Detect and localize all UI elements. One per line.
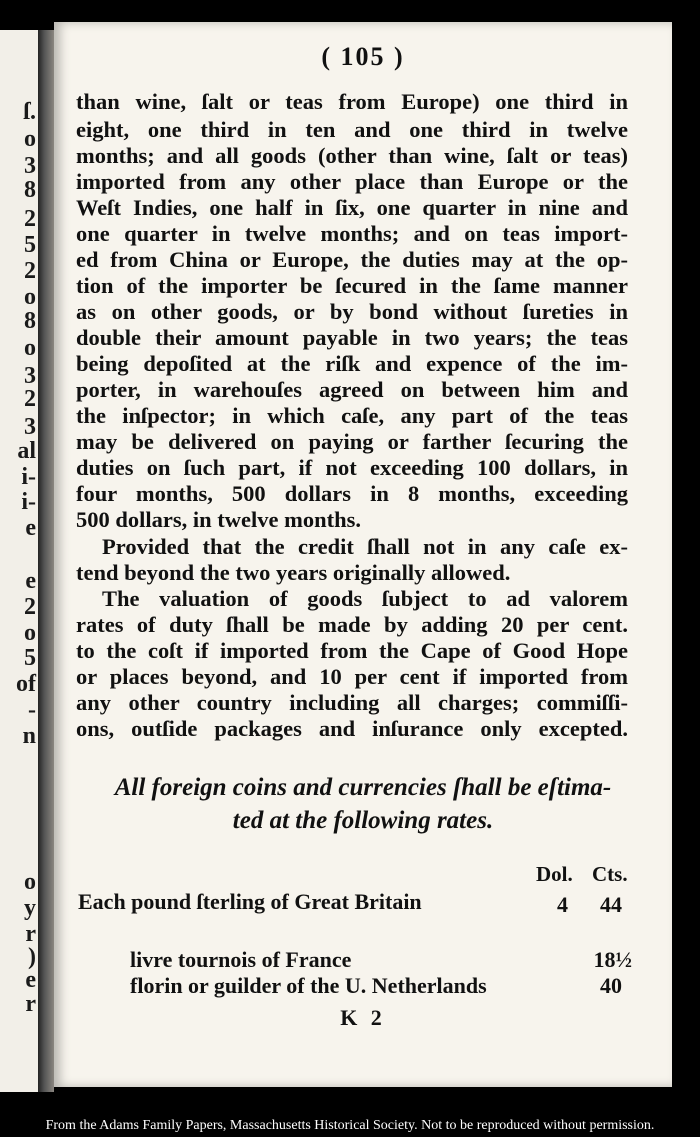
cents-column-header: Cts. xyxy=(592,862,628,886)
margin-fragment: o xyxy=(24,284,36,310)
body-line: any other country including all charges; commiſſi- xyxy=(76,690,628,715)
margin-fragment: y xyxy=(24,895,36,921)
margin-fragment: i- xyxy=(21,464,36,490)
body-line: the inſpector; in which caſe, any part of the teas xyxy=(76,403,628,428)
body-line: ons, outſide packages and inſurance only excepted. xyxy=(76,716,628,741)
margin-fragment: 2 xyxy=(24,594,36,620)
rate-cents: 18½ xyxy=(593,947,632,972)
dollars-column-header: Dol. xyxy=(536,862,573,886)
margin-fragment: - xyxy=(28,697,36,723)
body-line: months; and all goods (other than wine, ſalt or teas) xyxy=(76,143,628,168)
body-line: to the coſt if imported from the Cape of Good Hope xyxy=(76,638,628,663)
body-line: one quarter in twelve months; and on teas import- xyxy=(76,221,628,246)
body-line: ed from China or Europe, the duties may at the op- xyxy=(76,247,628,272)
rate-label: florin or guilder of the U. Netherlands xyxy=(130,973,487,998)
body-line: The valuation of goods ſubject to ad valorem xyxy=(102,586,628,611)
margin-fragment: 3 xyxy=(24,414,36,440)
body-line: as on other goods, or by bond without ſureties in xyxy=(76,299,628,324)
rate-dollars: 4 xyxy=(557,892,568,917)
page-number: ( 105 ) xyxy=(321,42,405,71)
margin-fragment: ) xyxy=(28,944,36,970)
body-line: being depoſited at the riſk and expence of the im- xyxy=(76,351,628,376)
body-line: eight, one third in ten and one third in twelve xyxy=(76,117,628,142)
rate-cents: 44 xyxy=(600,892,622,917)
margin-fragment: o xyxy=(24,869,36,895)
margin-fragment: 8 xyxy=(24,308,36,334)
body-line: duties on ſuch part, if not exceeding 100 dollars, in xyxy=(76,455,628,480)
rate-cents: 40 xyxy=(600,973,622,998)
margin-fragment: 5 xyxy=(24,645,36,671)
margin-fragment: i- xyxy=(21,489,36,515)
body-line: tion of the importer be ſecured in the ſame manner xyxy=(76,273,628,298)
margin-fragment: of xyxy=(16,671,36,697)
body-line: four months, 500 dollars in 8 months, exceeding xyxy=(76,481,628,506)
body-line: than wine, ſalt or teas from Europe) one third in xyxy=(76,89,628,114)
book-gutter xyxy=(38,30,54,1092)
margin-fragment: 2 xyxy=(24,258,36,284)
margin-fragment: o xyxy=(24,126,36,152)
credit-line: From the Adams Family Papers, Massachusetts Historical Society. Not to be reproduced without permission. xyxy=(45,1118,655,1133)
margin-fragment: e xyxy=(25,967,36,993)
body-line: double their amount payable in two years; the teas xyxy=(76,325,628,350)
book-page xyxy=(54,22,672,1087)
body-line: porter, in warehouſes agreed on between him and xyxy=(76,377,628,402)
rate-label: livre tournois of France xyxy=(130,947,352,972)
margin-fragment: 2 xyxy=(24,386,36,412)
body-line: Provided that the credit ſhall not in any caſe ex- xyxy=(102,534,628,559)
margin-fragment: 3 xyxy=(24,153,36,179)
margin-fragment: 8 xyxy=(24,177,36,203)
margin-fragment: al xyxy=(17,438,36,464)
body-line: Weſt Indies, one half in ſix, one quarter in nine and xyxy=(76,195,628,220)
section-heading-continued: ted at the following rates. xyxy=(232,807,494,834)
body-line: rates of duty ſhall be made by adding 20 per cent. xyxy=(76,612,628,637)
margin-fragment: e xyxy=(25,568,36,594)
body-line: or places beyond, and 10 per cent if imported from xyxy=(76,664,628,689)
margin-fragment: 3 xyxy=(24,363,36,389)
margin-fragment: o xyxy=(24,335,36,361)
margin-fragment: 5 xyxy=(24,232,36,258)
margin-fragment: o xyxy=(24,620,36,646)
body-line: 500 dollars, in twelve months. xyxy=(76,507,362,532)
body-line: imported from any other place than Europe or the xyxy=(76,169,628,194)
margin-fragment: 2 xyxy=(24,206,36,232)
rate-label: Each pound ſterling of Great Britain xyxy=(78,889,422,914)
facing-page-edge xyxy=(0,30,38,1092)
signature-mark: K 2 xyxy=(340,1005,386,1030)
section-heading: All foreign coins and currencies ſhall be eſtima- xyxy=(114,774,612,801)
body-line: may be delivered on paying or farther ſecuring the xyxy=(76,429,628,454)
margin-fragment: ſ. xyxy=(23,99,36,125)
margin-fragment: r xyxy=(25,991,36,1017)
margin-fragment: e xyxy=(25,515,36,541)
margin-fragment: r xyxy=(25,921,36,947)
margin-fragment: n xyxy=(22,723,36,749)
body-line: tend beyond the two years originally allowed. xyxy=(76,560,511,585)
